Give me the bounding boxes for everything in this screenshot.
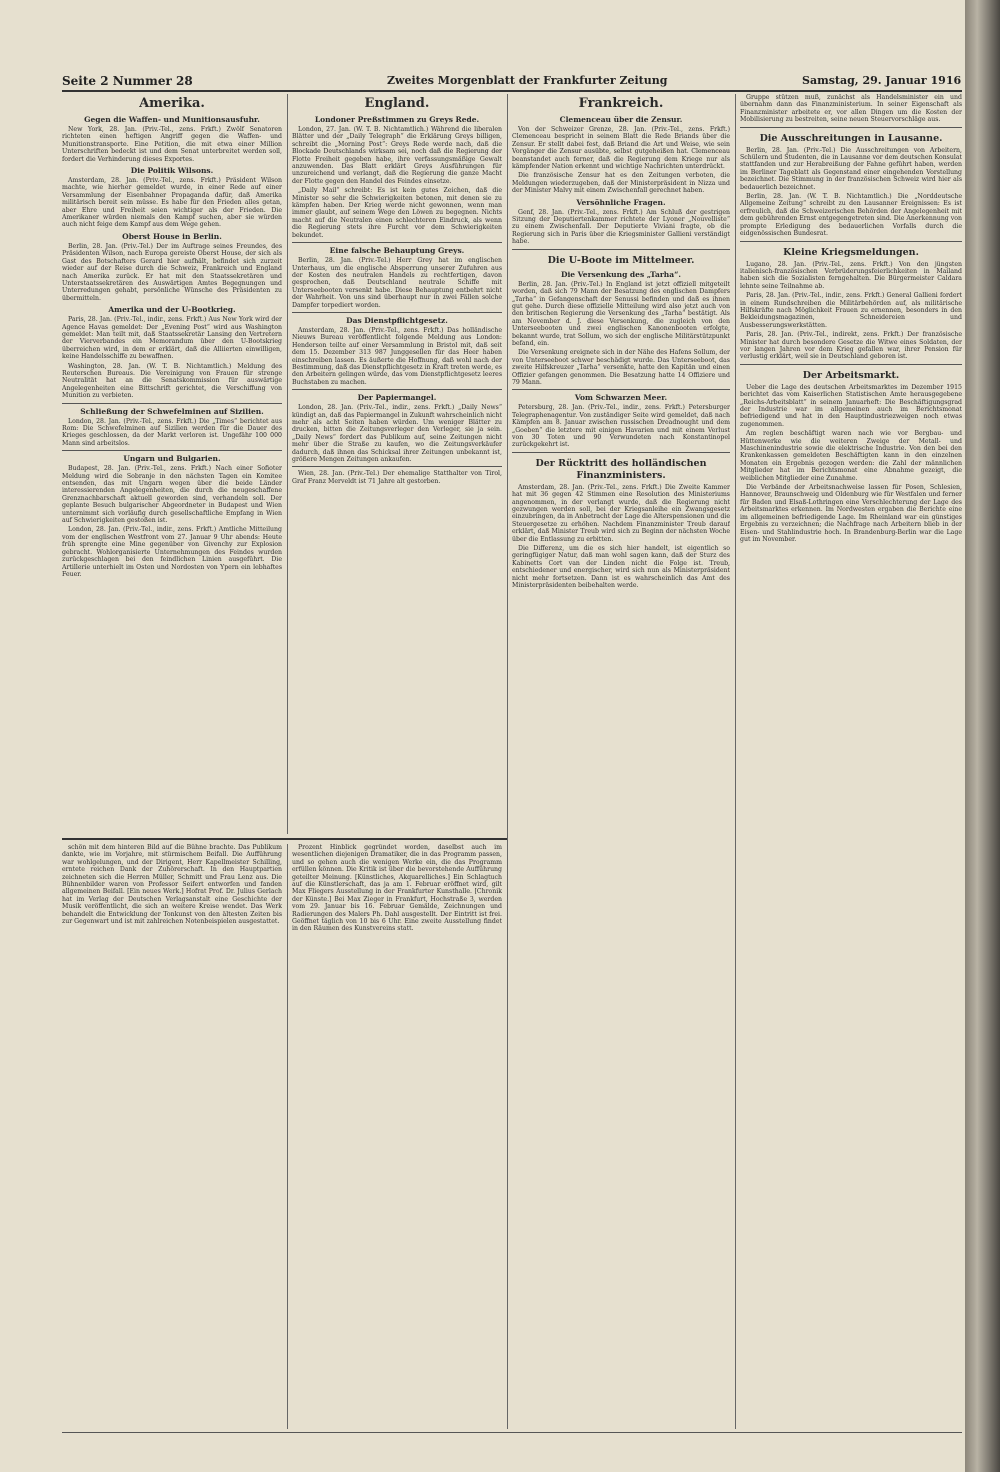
divider [292, 242, 502, 243]
article-text: Gruppe stützen muß, zunächst als Handelsminister ein und übernahm dann das Finanzministerium. In seiner Eigenschaft als Finanzminister arbeitete er, vor allen Dingen um die Kosten der Mobilisierung zu bestreiten, seine neuen Steuervorschläge aus. [740, 94, 962, 124]
column-1 [62, 94, 282, 834]
article-text: Budapest, 28. Jan. (Priv.-Tel., zens. Frkft.) Nach einer Sofioter Meldung wird die Sobranje in den nächsten Tagen ein Komitee entsenden, das mit Ungarn wegen über die beide Länder interessierenden Angelegenheiten, die durch die neugeschaffene Grenznachbarschaft aktuell geworden sind, verhandeln soll. Der geplante Besuch bulgarischer Abgeordneter in Budapest und Wien unternimmt sich vorläufig durch gesellschaftliche Empfang in Wien auf Schwierigkeiten gestoßen ist. [62, 465, 282, 525]
article-text: New York, 28. Jan. (Priv.-Tel., zens. Frkft.) Zwölf Senatoren richteten einen heftigen Angriff gegen die Waffen- und Munitionstransporte. Eine Petition, die mit etwa einer Million Unterschriften bedeckt ist und dem Senat unterbreitet werden soll, fordert die Verhinderung dieses Exportes. [62, 126, 282, 163]
article-text: Berlin, 28. Jan. (Priv.-Tel.) Herr Grey hat im englischen Unterhaus, um die englische Absperrung unserer Zufuhren aus der Kosten des neutralen Handels zu rechtfertigen, davon gesprochen, daß Deutschland neutrale Schiffe mit Unterseebooten versenkt habe. Diese Behauptung entbehrt nicht der Wahrheit. Von uns sind überhaupt nur in zwei Fällen solche Dampfer torpediert worden. [292, 257, 502, 309]
article-text: Genf, 28. Jan. (Priv.-Tel., zens. Frkft.) Am Schluß der gestrigen Sitzung der Deputiertenkammer richtete der Lyoner „Nouvelliste“ zu einem Zwischenfall. Der Deputierte Viviani fragte, ob die Regierung sich in Paris über die Kriegsminister Gallieni verständigt habe. [512, 208, 730, 246]
headline: Das Dienstpflichtgesetz. [346, 315, 448, 325]
article-text: Lugano, 28. Jan. (Priv.-Tel., zens. Frkft.) Von den jüngsten italienisch-französischen Verbrüderungsfeierlichkeiten in Mailand haben sich die Sozialisten ferngehalten. Die Bürgermeister Caldara lehnte seine Teilnahme ab. [740, 260, 962, 290]
article-text: London, 27. Jan. (W. T. B. Nichtamtlich.) Während die liberalen Blätter und der „Daily Telegraph“ die Erklärung Greys billigen, schreibt die „Morning Post“: Greys Rede werde nach, daß die Blockade Deutschlands wirksam sei, noch daß die Regierung der Flotte Freiheit gegeben habe, ihre verfassungsmäßige Gewalt anzuwenden. Das Blatt erklärt Greys Ausführungen für unzureichend und verlangt, daß die Regierung die ganze Macht der Flotte gegen den Handel des Feindes einsetze. [292, 126, 502, 185]
page-number: Seite 2 Nummer 28 [62, 74, 193, 88]
article-text: Ueber die Lage des deutschen Arbeitsmarktes im Dezember 1915 berichtet das vom Kaiserlichen Statistischen Amte herausgegebene „Reichs-Arbeitsblatt“ in seinem Januarheft: Die Beschäftigungsgrad der Industrie war im allgemeinen auch im Berichtsmonat befriedigend und hat in den Hauptindustriezweigen noch etwas zugenommen. [740, 383, 962, 428]
divider [292, 389, 502, 390]
article-text: Die Differenz, um die es sich hier handelt, ist eigentlich so geringfügiger Natur, daß man wohl sagen kann, daß der Sturz des Kabinetts Cort van der Linden nicht die Folge ist. Treub, entschiedener und energischer, wird sich nun als Ministerpräsident nicht mehr fortsetzen. Dann ist es wahrscheinlich das Amt des Ministerpräsidenten beibehalten werde. [512, 545, 730, 590]
divider [62, 403, 282, 404]
article-text: „Daily Mail“ schreibt: Es ist kein gutes Zeichen, daß die Minister so sehr die Schwierigkeiten betonen, mit denen sie zu kämpfen haben. Der Krieg werde nicht gewonnen, wenn man immer glaubt, auf seinem Wege den Löwen zu begegnen. Nichts macht auf die Neutralen einen schlechteren Eindruck, als wenn die Regierung stets ihre Furcht vor dem Schwierigkeiten bekundet. [292, 187, 502, 239]
article-text: London, 28. Jan. (Priv.-Tel., indir., zens. Frkft.) Amtliche Mitteilung vom der englischen Westfront vom 27. Januar 9 Uhr abends: Heute früh sprengte eine Mine gegenüber von Givenchy zur Explosion gebracht. Wohlorganisierte Unternehmungen des Feindes wurden zurückgeschlagen bei den feindlichen Linien ausgeführt. Die Artillerie unterhielt im Osten und Nordosten von Ypern ein lebhaftes Feuer. [62, 526, 282, 578]
divider [512, 452, 730, 453]
divider [740, 241, 962, 242]
headline: Die Politik Wilsons. [130, 166, 214, 176]
article-text: Paris, 28. Jan. (Priv.-Tel., indir., zens. Frkft.) General Gallieni fordert in einem Rundschreiben die Militärbehörden auf, als militärische Hilfskräfte nach Möglichkeit Frauen zu ernennen, besonders in den Bekleidungsmagazinen, Schneidereien und Ausbesserungswerkstätten. [740, 292, 962, 329]
section-heading-amerika: Amerika. [139, 96, 205, 111]
article-text: Amsterdam, 28. Jan. (Priv.-Tel., zens. Frkft.) Präsident Wilson machte, wie hierher gemeldet wurde, in einer Rede auf einer Versammlung der Eisenbahner Propaganda dafür, daß Amerika militärisch bereit sein müsse. Es habe für den Frieden alles getan, aber Ehre und Freiheit seien wichtiger als der Frieden. Die Amerikaner würden niemals den Kampf suchen, aber sie würden auch nicht feige dem Kampf aus dem Wege gehen. [62, 177, 282, 229]
article-text: London, 28. Jan. (Priv.-Tel., indir., zens. Frkft.) „Daily News“ kündigt an, daß das Papiermangel in Zukunft wahrscheinlich nicht mehr als acht Seiten haben würden. Um weniger Blätter zu drucken, bitten die Zeitungsverleger den Verleger, sie ja sein. „Daily News“ fordert das Publikum auf, seine Zeitungen nicht mehr über die Straße zu kaufen, wo die Zeitungsverkäufer dadurch, daß ihnen das Schicksal ihrer Zeitungen unbekannt ist, größere Mengen Zeitungen ankaufen. [292, 404, 502, 464]
article-text: Die französische Zensur hat es den Zeitungen verboten, die Meldungen wiederzugeben, daß der Ministerpräsident in Nizza und der Minister Malvy mit einem Zwischenfall gerechnet haben. [512, 172, 730, 195]
section-heading-frankreich: Frankreich. [578, 96, 664, 111]
column-2 [292, 94, 502, 834]
headline: Versöhnliche Fragen. [576, 197, 666, 207]
article-text: Paris, 28. Jan. (Priv.-Tel., indir., zens. Frkft.) Aus New York wird der Agence Havas gemeldet: Der „Evening Post“ wird aus Washington gemeldet: Man teilt mit, daß Staatssekretär Lansing den Vertretern der Vierverbandes ein Memorandum über den U-Bootskrieg überreichen wird, in dem er erklärt, daß die Alliierten einwilligen, keine Handelsschiffe zu bewaffnen. [62, 316, 282, 361]
headline: Die Ausschreitungen in Lausanne. [759, 132, 943, 144]
article-text: Paris, 28. Jan. (Priv.-Tel., indirekt, zens. Frkft.) Der französische Minister hat durch besondere Gesetze die Witwe eines Soldaten, der vor langen Jahren vor dem Krieg gefallen war, ihrer Pension für verlustig erklärt, weil sie in Deutschland geboren ist. [740, 331, 962, 361]
headline: Schließung der Schwefelminen auf Sizilien. [80, 406, 264, 416]
article-text: Berlin, 28. Jan. (Priv.-Tel.) Die Ausschreitungen von Arbeitern, Schülern und Studenten, die in Lausanne vor dem deutschen Konsulat stattfanden und zur Herabreißung der Fahne geführt haben, werden im Berliner Tageblatt als Gegenstand einer eingehenden Vorstellung bezeichnet. Die Stimmung in der französischen Schweiz wird hier als bedauerlich bezeichnet. [740, 146, 962, 191]
section-heading-u-boote: Die U-Boote im Mittelmeer. [547, 254, 695, 266]
headline: Ungarn und Bulgarien. [123, 454, 221, 464]
article-text: Die Versenkung ereignete sich in der Nähe des Hafens Sollum, der von Unterseeboot schwer beschädigt wurde. Das Unterseeboot, das zweite Hilfskreuzer „Tarha“ versenkte, hatte den Kapitän und einen Offizier gefangen genommen. Die Besatzung hatte 14 Offiziere und 79 Mann. [512, 349, 730, 386]
divider [740, 364, 962, 365]
headline: Vom Schwarzen Meer. [574, 393, 668, 403]
divider [62, 450, 282, 451]
article-text: Washington, 28. Jan. (W. T. B. Nichtamtlich.) Meldung des Reuterschen Bureaus. Die Vereinigung von Frauen für strenge Neutralität hat an die Senatskommission für auswärtige Angelegenheiten eine Bittschrift gerichtet, die Verschiffung von Munition zu verbieten. [62, 362, 282, 400]
newspaper-title: Zweites Morgenblatt der Frankfurter Zeitung [387, 74, 668, 87]
divider [512, 389, 730, 390]
feuilleton-rule [62, 838, 507, 840]
headline: Der Papiermangel. [357, 393, 437, 403]
headline: Der Arbeitsmarkt. [802, 369, 900, 381]
column-4 [740, 94, 962, 1429]
divider [292, 312, 502, 313]
column-rule [507, 94, 508, 1429]
article-text: Am reglen beschäftigt waren nach wie vor Bergbau- und Hüttenwerke wie die weiteren Zweige der Metall- und Maschinenindustrie sowie die elektrische Industrie. Von den bei den Krankenkassen gemeldeten Beschäftigten kann in den einzelnen Monaten ein Ergebnis gezogen werden: die Zahl der männlichen Mitglieder hat im Berichtsmonat eine Abnahme gezeigt, die weiblichen Mitglieder eine Zunahme. [740, 430, 962, 482]
feuilleton-text: schön mit dem hinteren Bild auf die Bühne brachte. Das Publikum dankte, wie im Vorjahre, mit stürmischem Beifall. Die Aufführung war wohlgelungen, und der Dirigent, Herr Kapellmeister Schilling, erntete reichen Dank der Zuhörerschaft. In den Hauptpartien zeichneten sich die Herren Müller, Schmitt und Frau Lenz aus. Die Bühnenbilder waren von Professor Seifert entworfen und fanden allgemeinen Beifall. [Ein neues Werk.] Hofrat Prof. Dr. Julius Gerlach hat im Verlag der Deutschen Verlagsanstalt eine Geschichte der Musik veröffentlicht, die sich an weitere Kreise wendet. Das Werk behandelt die Entwicklung der Tonkunst von den ältesten Zeiten bis zur Gegenwart und ist mit zahlreichen Notenbeispielen ausgestattet. [62, 844, 282, 926]
column-rule [287, 94, 288, 834]
column-3 [512, 94, 730, 1429]
article-text: Amsterdam, 28. Jan. (Priv.-Tel., zens. Frkft.) Das holländische Nieuws Bureau veröffentlicht folgende Meldung aus London: Henderson teilte auf einer Versammlung in Bristol mit, daß seit dem 15. Dezember 313 987 Junggesellen für das Heer haben einschreiben lassen. Es äußerte die Hoffnung, daß wohl nach der Bestimmung, daß das Dienstpflichtgesetz in Kraft treten werde, es den Arbeitern gelingen würde, das vom Dienstpflichtgesetz leeres Buchstaben zu machen. [292, 326, 502, 386]
article-text: Berlin, 28. Jan. (Priv.-Tel.) Der im Auftrage seines Freundes, des Präsidenten Wilson, nach Europa gereiste Oberst House, der sich als Gast des Botschafters Gerard hier aufhält, befindet sich zurzeit wieder auf der Reise durch die Schweiz, Frankreich und England nach Amerika zurück. Er hat mit den Staatssekretären und Unterstaatssekretären des Auswärtigen Amtes Begegnungen und Unterredungen gehabt, persönliche Wünsche des Präsidenten zu übermitteln. [62, 242, 282, 302]
article-text: Amsterdam, 28. Jan. (Priv.-Tel., zens. Frkft.) Die Zweite Kammer hat mit 36 gegen 42 Stimmen eine Resolution des Ministeriums angenommen, in der verlangt wurde, daß die Regierung nicht gezwungen werden soll, bei der Kriegsanleihe ein Zwangsgesetz einzubringen, da in Anbetracht der Lage die Alterspensionen und die Steuergesetze zu erhöhen. Nachdem Finanzminister Treub darauf erklärt, daß Minister Treub wird sich zu Beginn der nächsten Woche über die Entlassung zu erbitten. [512, 483, 730, 543]
feuilleton-column-1 [62, 844, 282, 1429]
article-text: Berlin, 28. Jan. (W. T. B. Nichtamtlich.) Die „Norddeutsche Allgemeine Zeitung“ schreibt zu den Lausanner Ereignissen: Es ist erfreulich, daß die Schweizerischen Behörden der Angelegenheit mit dem gebührenden Ernst entgegengetreten sind. Die Anerkennung von prompte Erledigung des bedauerlichen Vorfalls durch die eidgenössischen Bundesrat. [740, 193, 962, 238]
article-text: London, 28. Jan. (Priv.-Tel., zens. Frkft.) Die „Times“ berichtet aus Rom: Die Schwefelminen auf Sizilien werden für die Dauer des Krieges geschlossen, da der Markt verloren ist. Ungefähr 100 000 Mann sind arbeitslos. [62, 417, 282, 447]
masthead-rule [62, 90, 962, 92]
headline: Die Versenkung des „Tarha“. [560, 269, 682, 279]
section-heading-finanzminister: Der Rücktritt des holländischen Finanzministers. [535, 457, 707, 481]
headline: Clemenceau über die Zensur. [559, 115, 683, 124]
column-rule [287, 844, 288, 1429]
section-heading-england: England. [364, 96, 430, 111]
headline: Gegen die Waffen- und Munitionsausfuhr. [84, 115, 260, 124]
divider [512, 249, 730, 250]
masthead [62, 74, 962, 90]
headline: Amerika und der U-Bootkrieg. [108, 305, 236, 315]
column-rule [735, 94, 736, 1429]
headline: Londoner Preßstimmen zu Greys Rede. [314, 115, 480, 124]
bottom-rule [62, 1432, 962, 1433]
article-text: Wien, 28. Jan. (Priv.-Tel.) Der ehemalige Statthalter von Tirol, Graf Franz Merveldt ist 71 Jahre alt gestorben. [292, 470, 502, 485]
headline: Kleine Kriegsmeldungen. [783, 246, 919, 258]
headline: Oberst House in Berlin. [122, 231, 222, 241]
article-text: Petersburg, 28. Jan. (Priv.-Tel., indir., zens. Frkft.) Petersburger Telegraphenagentur. Von zuständiger Seite wird gemeldet, daß nach Kämpfen am 8. Januar zwischen russischen Dreadnought und dem „Goeben“ die letztere mit einigen Havarien und mit einem Verlust von 30 Toten und 90 Verwundeten nach Konstantinopel zurückgekehrt ist. [512, 404, 730, 449]
issue-date: Samstag, 29. Januar 1916 [802, 74, 962, 87]
feuilleton-column-2 [292, 844, 502, 1429]
divider [292, 466, 502, 467]
article-text: Die Verbände der Arbeitsnachweise lassen für Posen, Schlesien, Hannover, Braunschweig und Oldenburg wie für Westfalen und ferner für Baden und Elsaß-Lothringen eine Verschlechterung der Lage des Arbeitsmarktes erkennen. Im Nordwesten ergaben die Berichte eine im allgemeinen befriedigende Lage. Im Rheinland war ein günstiges Ergebnis zu verzeichnen; die Nachfrage nach Arbeitern blieb in der Eisen- und Stahlindustrie hoch. In Brandenburg-Berlin war die Lage gut im November. [740, 484, 962, 543]
book-binding [965, 0, 1000, 1472]
feuilleton-text: Prozent Hinblick gegründet worden, daselbst auch im wesentlichen diejenigen Dramatiker, die in das Programm passen, und so gehen auch die wenigen Werke ein, die das Programm erfüllen können. Die Kritik ist über die bevorstehende Aufführung geteilter Meinung. [Künstliches, Akquarelliches.] Ein Schlagtuch auf die Künstlerschaft, das ja am 1. Februar eröffnet wird, gilt Max Fliegers Ausstellung in der Frankfurter Kunsthalle. [Chronik der Künste.] Bei Max Zieger in Frankfurt, Hochstraße 3, werden vom 29. Januar bis 16. Februar Gemälde, Zeichnungen und Radierungen des Malers Ph. Dahl ausgestellt. Der Eintritt ist frei. Geöffnet täglich von 10 bis 6 Uhr. Eine zweite Ausstellung findet in den Räumen des Kunstvereins statt. [292, 844, 502, 933]
article-text: Von der Schweizer Grenze, 28. Jan. (Priv.-Tel., zens. Frkft.) Clemenceau bespricht in seinem Blatt die Rede Briands über die Zensur. Er stellt dabei fest, daß Briand die Art und Weise, wie sein Vorgänger die Zensur ausübte, selbst gutgeheißen hat. Clemenceau beanstandet auch ferner, daß die Regierung dem Kriege nur als kämpfender Nation erkennt und wichtige Nachrichten unterdrückt. [512, 126, 730, 171]
divider [740, 127, 962, 128]
article-text: Berlin, 28. Jan. (Priv.-Tel.) In England ist jetzt offiziell mitgeteilt worden, daß sich 79 Mann der Besatzung des englischen Dampfers „Tarha“ in Gefangenschaft der Senussi befinden und daß es ihnen gut gehe. Durch diese offizielle Mitteilung wird also jetzt auch von den britischen Regierung die Versenkung des „Tarha“ bestätigt. Als am November d. J. diese Versenkung, die zugleich von den Unterseebooten und zwei englischen Kanonenbooten erfolgte, bekannt wurde, trat Sollum, wo sich der englische Militärstützpunkt befand, ein. [512, 280, 730, 347]
headline: Eine falsche Behauptung Greys. [329, 246, 465, 256]
